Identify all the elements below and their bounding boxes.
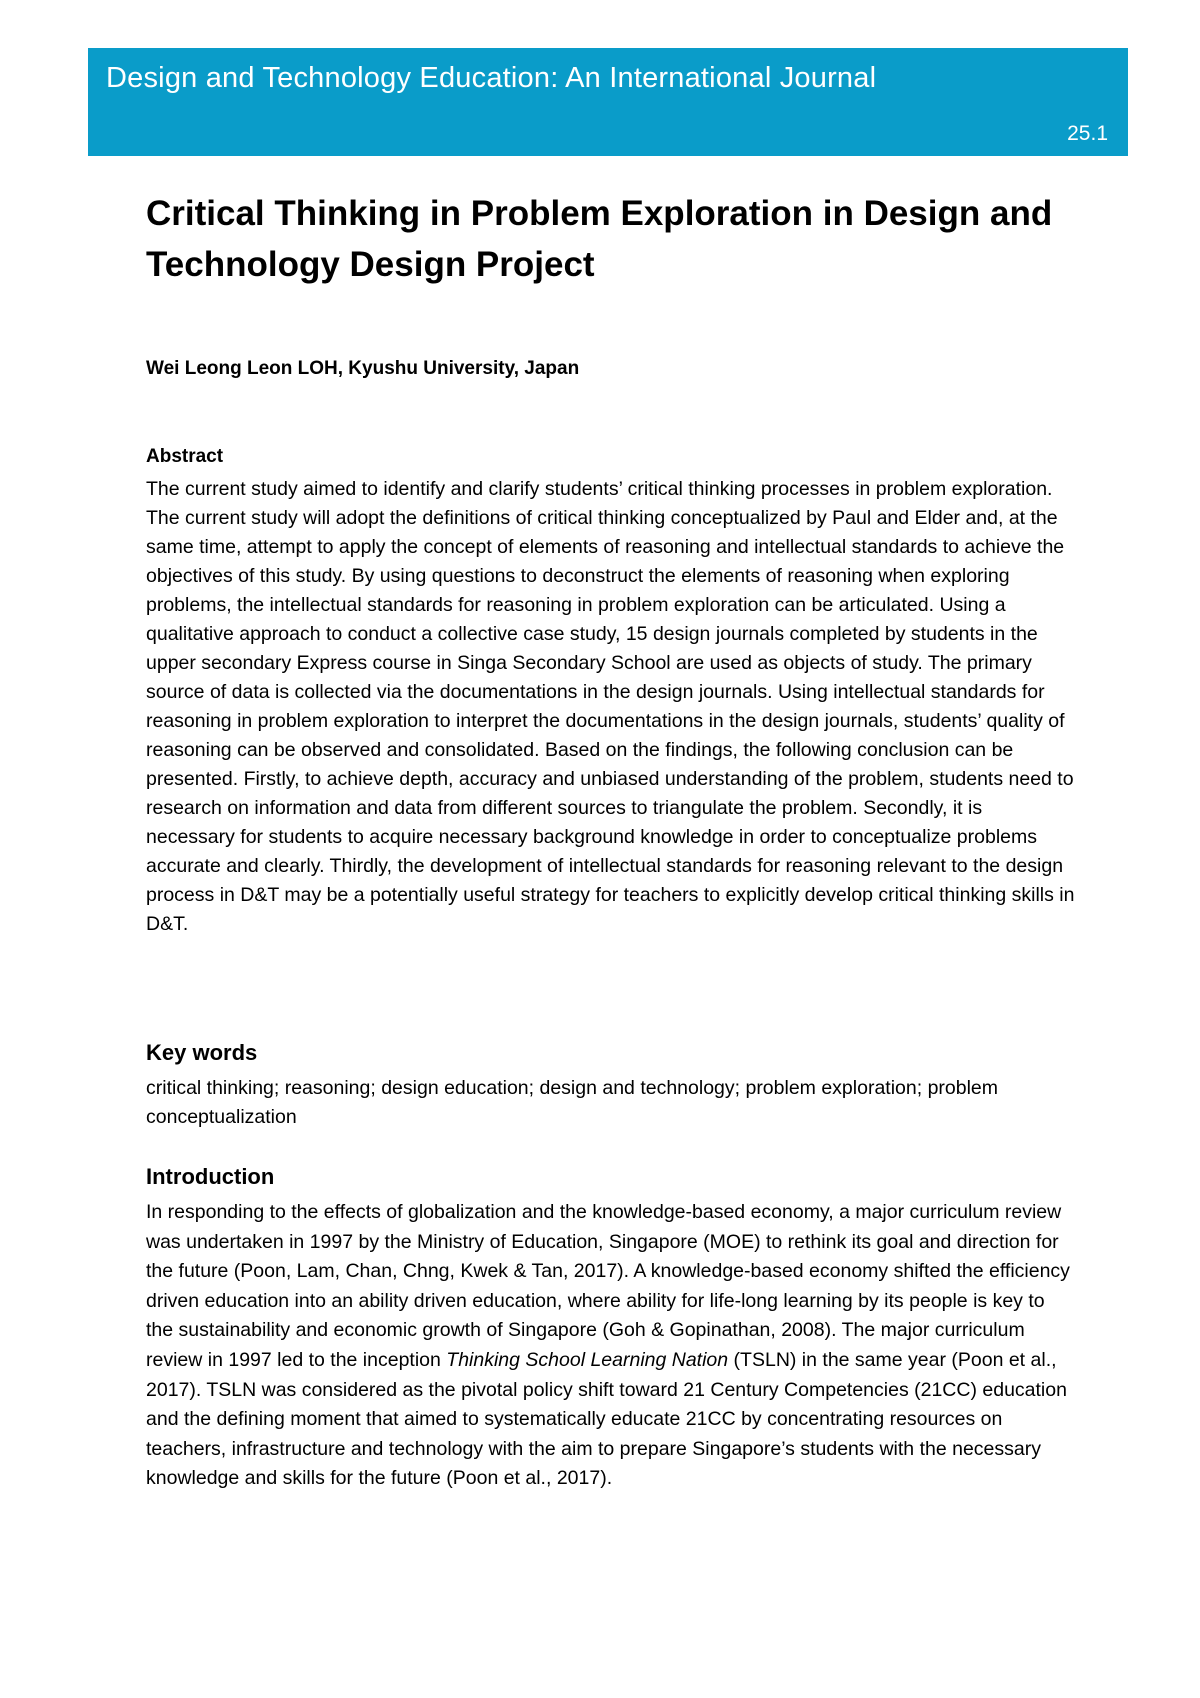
- introduction-heading: Introduction: [146, 1164, 275, 1189]
- introduction-text-part1: In responding to the effects of globalization and the knowledge-based economy, a major curriculum review was undertaken in 1997 by the Ministry of Education, Singapore (MOE) to rethink its goal and direction for the future (Poon, Lam, Chan, Chng, Kwek & Tan, 2017). A knowledge-based economy shifted the efficiency driven education into an ability driven education, where ability for life-long learning by its people is key to the sustainability and economic growth of Singapore (Goh & Gopinathan, 2008). The major curriculum review in 1997 led to the inception: [146, 1201, 1070, 1371]
- abstract-heading: Abstract: [146, 446, 224, 467]
- issue-number: 25.1: [1067, 122, 1108, 145]
- paper-content: [146, 188, 1076, 1490]
- keywords-text: critical thinking; reasoning; design education; design and technology; problem exploration; problem conceptualization: [146, 1077, 999, 1128]
- introduction-text: [146, 1198, 1076, 1494]
- author-line: Wei Leong Leon LOH, Kyushu University, Japan: [146, 358, 580, 379]
- introduction-text-part2: (TSLN) in the same year (Poon et al., 2017). TSLN was considered as the pivotal policy shift toward 21 Century Competencies (21CC) education and the defining moment that aimed to systematically educate 21CC by concentrating resources on teachers, infrastructure and technology with the aim to prepare Singapore’s students with the necessary knowledge and skills for the future (Poon et al., 2017).: [146, 1348, 1067, 1490]
- abstract-text: The current study aimed to identify and clarify students’ critical thinking processes in problem exploration. The current study will adopt the definitions of critical thinking conceptualized by Paul and Elder and, at the same time, attempt to apply the concept of elements of reasoning and intellectual standards to achieve the objectives of this study. By using questions to deconstruct the elements of reasoning when exploring problems, the intellectual standards for reasoning in problem exploration can be articulated. Using a qualitative approach to conduct a collective case study, 15 design journals completed by students in the upper secondary Express course in Singa Secondary School are used as objects of study. The primary source of data is collected via the documentations in the design journals. Using intellectual standards for reasoning in problem exploration to interpret the documentations in the design journals, students’ quality of reasoning can be observed and consolidated. Based on the findings, the following conclusion can be presented. Firstly, to achieve depth, accuracy and unbiased understanding of the problem, students need to research on information and data from different sources to triangulate the problem. Secondly, it is necessary for students to acquire necessary background knowledge in order to conceptualize problems accurate and clearly. Thirdly, the development of intellectual standards for reasoning relevant to the design process in D&T may be a potentially useful strategy for teachers to explicitly develop critical thinking skills in D&T.: [146, 478, 1075, 935]
- journal-title: Design and Technology Education: An International Journal: [106, 62, 877, 94]
- journal-banner: [88, 48, 1128, 156]
- keywords-heading: Key words: [146, 1040, 258, 1065]
- paper-title: Critical Thinking in Problem Exploration in Design and Technology Design Project: [146, 194, 1053, 284]
- introduction-italic-term: Thinking School Learning Nation: [446, 1348, 729, 1371]
